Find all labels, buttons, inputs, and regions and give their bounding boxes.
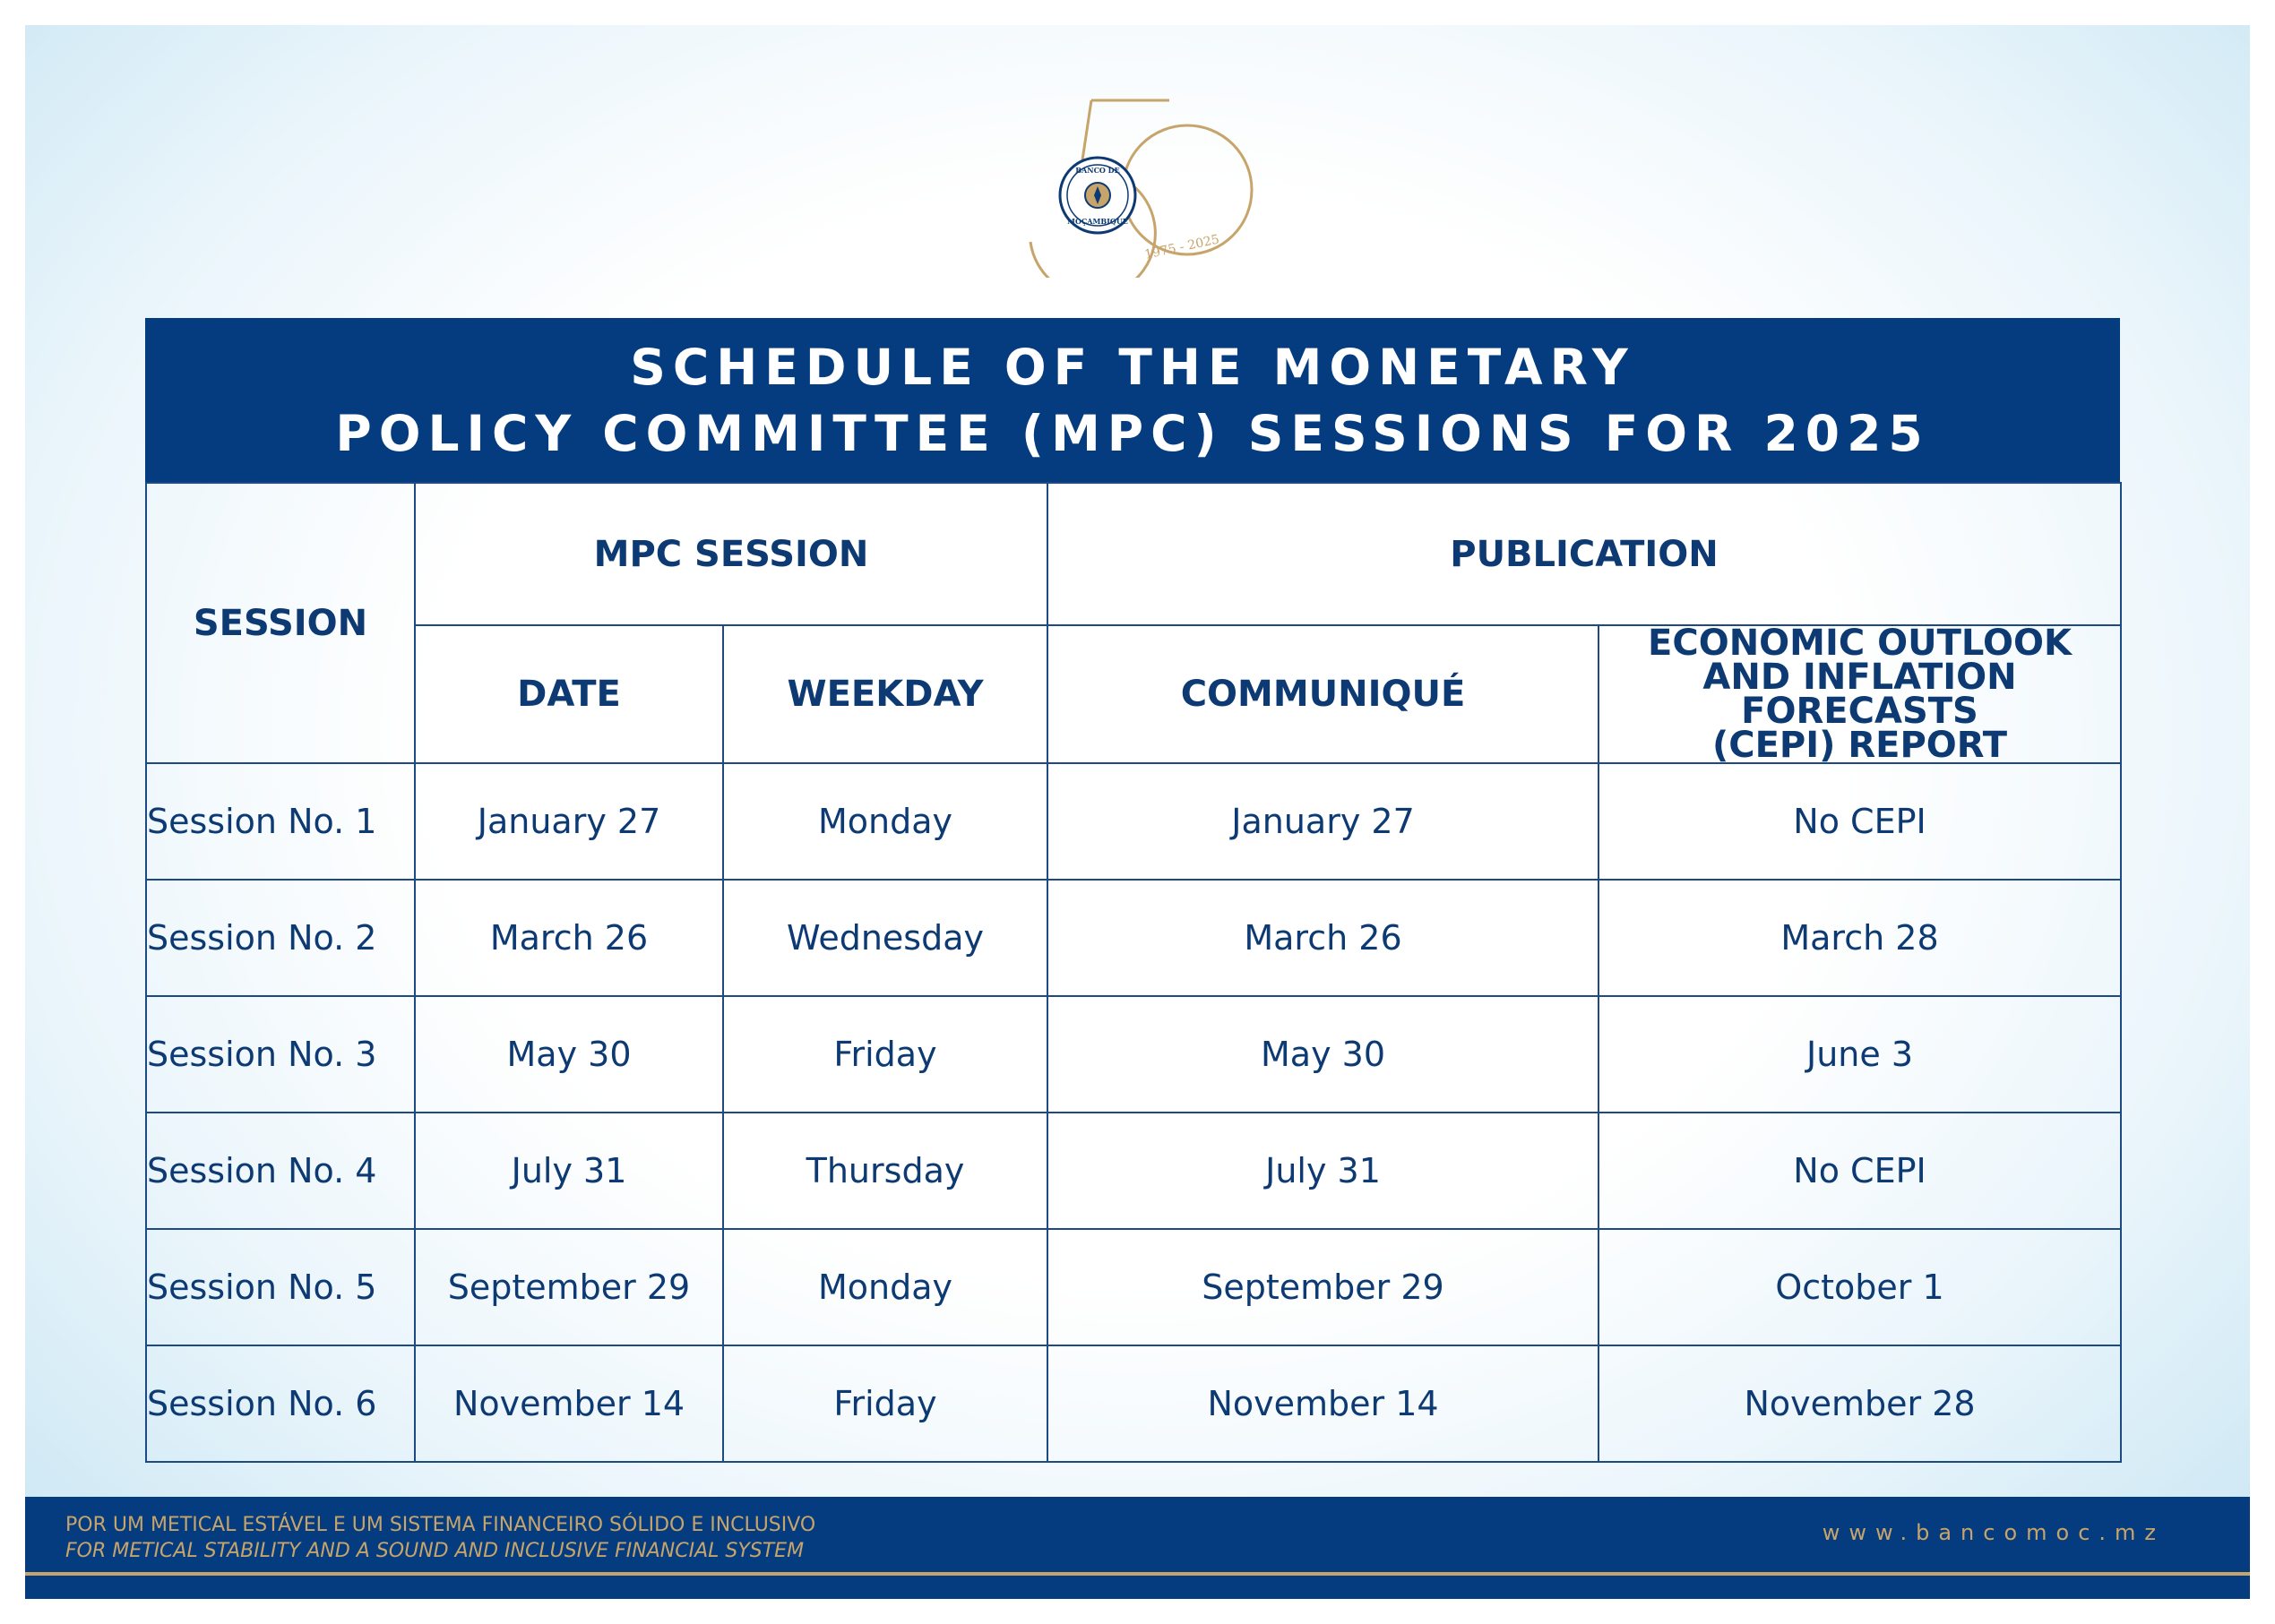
page-title-line-1: SCHEDULE OF THE MONETARY <box>630 338 1635 396</box>
page-title-line-2: POLICY COMMITTEE (MPC) SESSIONS FOR 2025 <box>335 404 1930 462</box>
communique-cell: January 27 <box>1047 763 1599 880</box>
header-cepi-line-3: (CEPI) REPORT <box>1711 725 2008 766</box>
seal-text-bottom: MOÇAMBIQUE <box>1067 217 1128 226</box>
weekday-cell: Friday <box>723 996 1047 1113</box>
communique-cell: September 29 <box>1047 1229 1599 1345</box>
session-cell: Session No. 5 <box>146 1229 415 1345</box>
session-cell: Session No. 6 <box>146 1345 415 1462</box>
communique-cell: November 14 <box>1047 1345 1599 1462</box>
header-date: DATE <box>415 625 723 763</box>
date-cell: May 30 <box>415 996 723 1113</box>
footer-slogan-en: FOR METICAL STABILITY AND A SOUND AND INCLUSIVE FINANCIAL SYSTEM <box>65 1540 805 1562</box>
mpc-schedule-table <box>145 482 2122 1463</box>
footer-bar <box>25 1497 2250 1599</box>
footer-gold-rule <box>25 1572 2250 1576</box>
header-weekday: WEEKDAY <box>723 625 1047 763</box>
date-cell: November 14 <box>415 1345 723 1462</box>
seal-text-top: BANCO DE <box>1075 166 1120 175</box>
cepi-cell: October 1 <box>1599 1229 2121 1345</box>
table-row <box>146 763 2121 880</box>
central-bank-seal <box>1060 158 1135 233</box>
weekday-cell: Wednesday <box>723 880 1047 996</box>
date-cell: September 29 <box>415 1229 723 1345</box>
communique-cell: May 30 <box>1047 996 1599 1113</box>
session-cell: Session No. 4 <box>146 1113 415 1229</box>
cepi-cell: November 28 <box>1599 1345 2121 1462</box>
session-cell: Session No. 2 <box>146 880 415 996</box>
date-cell: March 26 <box>415 880 723 996</box>
weekday-cell: Monday <box>723 1229 1047 1345</box>
date-cell: January 27 <box>415 763 723 880</box>
anniversary-50-logo <box>1021 90 1254 278</box>
weekday-cell: Friday <box>723 1345 1047 1462</box>
session-cell: Session No. 1 <box>146 763 415 880</box>
communique-cell: March 26 <box>1047 880 1599 996</box>
date-cell: July 31 <box>415 1113 723 1229</box>
cepi-cell: No CEPI <box>1599 763 2121 880</box>
table-row <box>146 996 2121 1113</box>
table-row <box>146 880 2121 996</box>
anniversary-years: 1975 - 2025 <box>1142 232 1221 262</box>
weekday-cell: Monday <box>723 763 1047 880</box>
header-cepi-report <box>1599 623 2121 766</box>
table-row <box>146 1113 2121 1229</box>
weekday-cell: Thursday <box>723 1113 1047 1229</box>
header-session: SESSION <box>146 483 415 763</box>
cepi-cell: June 3 <box>1599 996 2121 1113</box>
table-row <box>146 1229 2121 1345</box>
communique-cell: July 31 <box>1047 1113 1599 1229</box>
title-bar <box>145 318 2120 482</box>
header-publication: PUBLICATION <box>1047 483 2121 625</box>
website-link[interactable]: www.bancomoc.mz <box>1822 1520 2165 1545</box>
header-cepi-line-2: AND INFLATION FORECASTS <box>1702 657 2017 732</box>
cepi-cell: No CEPI <box>1599 1113 2121 1229</box>
table-row <box>146 1345 2121 1462</box>
header-cepi-line-1: ECONOMIC OUTLOOK <box>1648 623 2072 664</box>
cepi-cell: March 28 <box>1599 880 2121 996</box>
footer-slogan-pt: POR UM METICAL ESTÁVEL E UM SISTEMA FINANCEIRO SÓLIDO E INCLUSIVO <box>65 1514 816 1536</box>
header-mpc-session: MPC SESSION <box>415 483 1047 625</box>
session-cell: Session No. 3 <box>146 996 415 1113</box>
header-communique: COMMUNIQUÉ <box>1047 625 1599 763</box>
